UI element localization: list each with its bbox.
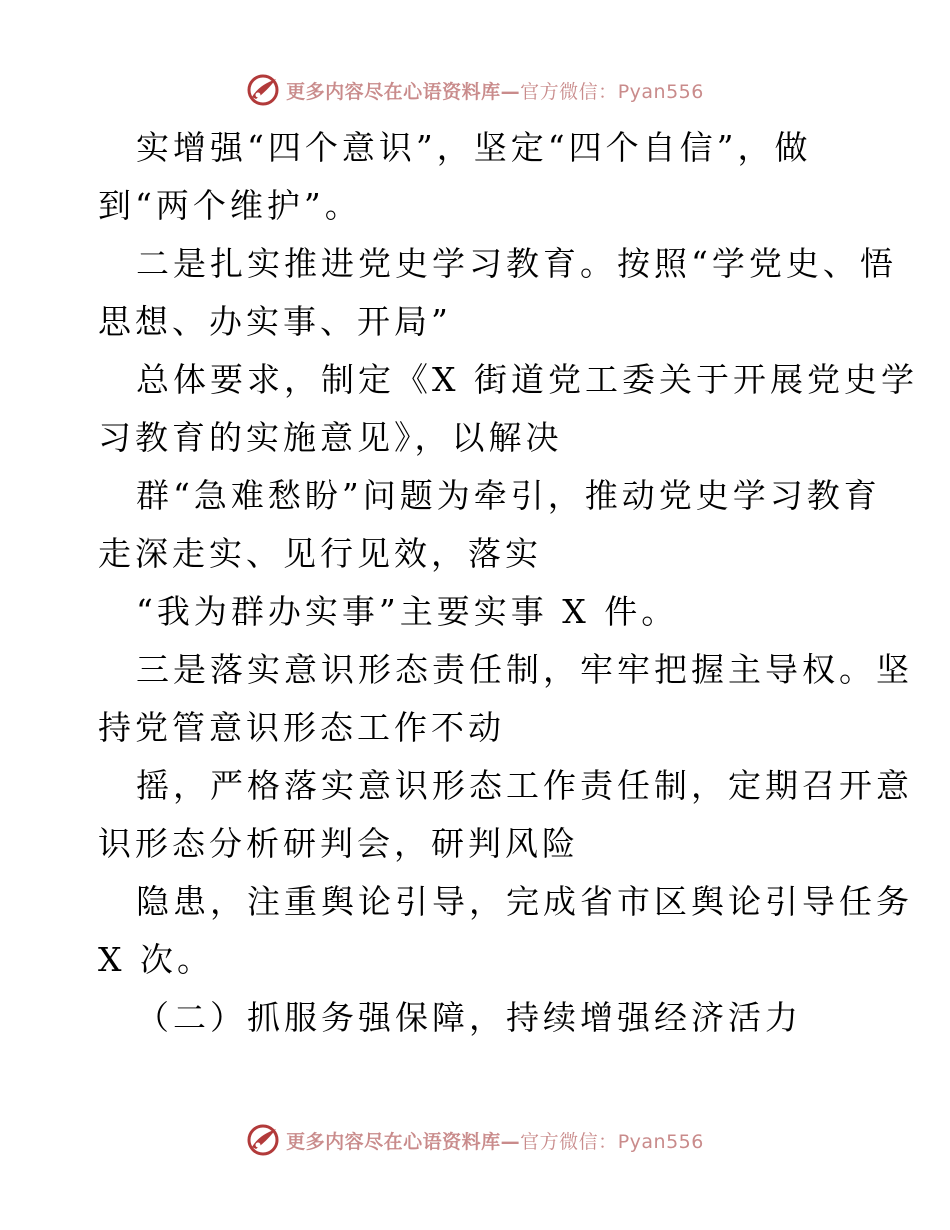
body-line: 三是落实意识形态责任制，牢牢把握主导权。坚 [136, 650, 913, 689]
body-line: 摇，严格落实意识形态工作责任制，定期召开意 [136, 766, 913, 805]
header-banner-main: 更多内容尽在心语资料库— [286, 80, 521, 103]
footer-banner-main: 更多内容尽在心语资料库— [286, 1130, 521, 1153]
footer-banner-wechat-label: 官方微信： [520, 1130, 618, 1153]
header-banner-wechat-label: 官方微信： [520, 80, 618, 103]
body-line: 习教育的实施意见》，以解决 [98, 418, 563, 457]
header-banner-text [286, 77, 704, 104]
body-line: 识形态分析研判会，研判风险 [98, 824, 579, 863]
body-line: 总体要求，制定《X 街道党工委关于开展党史学 [136, 360, 918, 399]
body-line: 隐患，注重舆论引导，完成省市区舆论引导任务 [136, 882, 913, 921]
body-line: “我为群办实事”主要实事 X 件。 [136, 592, 679, 631]
body-line: 二是扎实推进党史学习教育。按照“学党史、悟 [136, 244, 897, 283]
footer-banner-wechat-id: Pyan556 [617, 1130, 704, 1153]
footer-banner [0, 1120, 950, 1160]
body-line: 群“急难愁盼”问题为牵引，推动党史学习教育 [136, 476, 881, 515]
body-line: 思想、办实事、开局” [98, 302, 452, 341]
body-line: 走深走实、见行见效，落实 [98, 534, 542, 573]
body-line: 实增强“四个意识”，坚定“四个自信”，做 [136, 128, 812, 167]
header-banner [0, 70, 950, 110]
logo-icon [246, 73, 280, 107]
body-line: 持党管意识形态工作不动 [98, 708, 505, 747]
body-line: 到“两个维护”。 [98, 186, 362, 225]
logo-icon [246, 1123, 280, 1157]
body-line: X 次。 [98, 940, 214, 979]
section-heading: （二）抓服务强保障，持续增强经济活力 [136, 998, 802, 1037]
footer-banner-text [286, 1127, 704, 1154]
header-banner-wechat-id: Pyan556 [617, 80, 704, 103]
